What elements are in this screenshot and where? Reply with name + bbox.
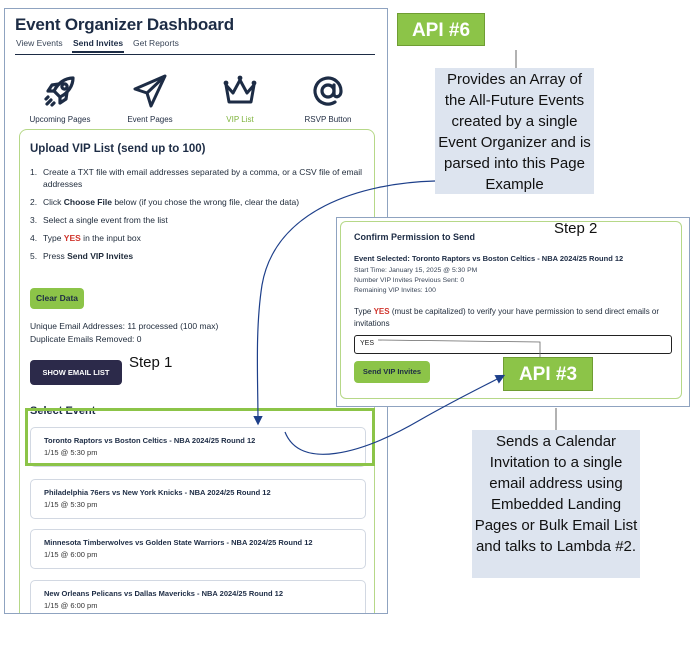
confirm-instruction [354,306,676,330]
step-number: 1. [30,167,38,177]
nav-label: Event Pages [127,115,173,124]
start-time-text: Start Time: January 15, 2025 @ 5:30 PM [354,267,478,274]
step-item [30,214,366,226]
yes-confirmation-input[interactable]: YES [354,335,672,354]
paper-plane-icon [130,71,170,111]
dashboard-panel [4,8,388,614]
nav-label: VIP List [226,115,254,124]
nav-label: Upcoming Pages [29,115,91,124]
api3-description: Sends a Calendar Invitation to a single email address using Embedded Landing Pages or Bulk Email List and talks to Lambda #2. [472,430,640,578]
email-stats [30,320,218,346]
previous-sent-text: Number VIP Invites Previous Sent: 0 [354,277,465,284]
clear-data-button[interactable]: Clear Data [30,288,84,309]
event-card-philadelphia-newyork[interactable] [30,479,366,519]
rocket-icon [40,71,80,111]
yes-highlight: YES [63,233,81,243]
event-card-minnesota-goldenstate[interactable] [30,529,366,569]
step-text-bold: Send VIP Invites [67,251,134,261]
step-text: Press [43,251,68,261]
instruction-steps [30,166,366,268]
api6-label: API #6 [397,13,485,46]
tab-get-reports[interactable]: Get Reports [133,38,179,48]
api3-label: API #3 [503,357,593,391]
page-title: Event Organizer Dashboard [15,15,234,34]
duplicates-text: Duplicate Emails Removed: 0 [30,334,142,344]
step-text: Select a single event from the list [43,215,168,225]
event-name: Philadelphia 76ers vs New York Knicks - NBA 2024/25 Round 12 [44,488,271,497]
upload-vip-card [19,129,375,614]
instruction-text: Type [354,307,374,316]
nav-vip-list[interactable] [195,71,285,124]
unique-emails-text: Unique Email Addresses: 11 processed (100 max) [30,321,219,331]
tab-bar [15,38,375,55]
step-text: Type [43,233,64,243]
select-event-title: Select Event [30,405,96,417]
show-email-list-button[interactable]: SHOW EMAIL LIST [30,360,122,385]
event-card-neworleans-dallas[interactable] [30,580,366,614]
at-sign-icon [308,71,348,111]
step-number: 3. [30,215,38,225]
crown-icon [220,71,260,111]
event-time: 1/15 @ 5:30 pm [44,448,98,457]
tab-view-events[interactable]: View Events [16,38,63,48]
event-time: 1/15 @ 6:00 pm [44,550,98,559]
step-item [30,196,366,208]
api6-description: Provides an Array of the All-Future Events created by a single Event Organizer and is parsed into this Page Example [435,68,594,194]
step-item [30,250,366,262]
step-number: 5. [30,251,38,261]
event-time: 1/15 @ 6:00 pm [44,601,98,610]
nav-event-pages[interactable] [105,71,195,124]
event-name: Minnesota Timberwolves vs Golden State Warriors - NBA 2024/25 Round 12 [44,538,313,547]
nav-rsvp-button[interactable] [283,71,373,124]
step-text: below (if you chose the wrong file, clear the data) [111,197,300,207]
remaining-invites-text: Remaining VIP Invites: 100 [354,287,436,294]
step-text: in the input box [80,233,141,243]
event-name: New Orleans Pelicans vs Dallas Mavericks - NBA 2024/25 Round 12 [44,589,284,598]
yes-highlight: YES [373,307,390,316]
tab-send-invites[interactable]: Send Invites [72,38,124,53]
instruction-text: (must be capitalized) to verify your have permission to send direct emails or invitations [354,307,660,328]
step-number: 4. [30,233,38,243]
upload-title: Upload VIP List (send up to 100) [30,143,206,155]
nav-upcoming-pages[interactable] [15,71,105,124]
step2-label: Step 2 [554,220,598,237]
selected-event-highlight [25,408,375,466]
event-time: 1/15 @ 5:30 pm [44,500,98,509]
confirm-title: Confirm Permission to Send [354,232,476,242]
step-item [30,232,366,244]
step-number: 2. [30,197,38,207]
event-name: Toronto Raptors vs Boston Celtics - NBA 2024/25 Round 12 [44,436,256,445]
step-item [30,166,366,190]
nav-label: RSVP Button [304,115,352,124]
event-meta [354,266,477,296]
send-vip-invites-button[interactable]: Send VIP Invites [354,361,430,383]
step-text: Click [43,197,64,207]
event-selected-text: Event Selected: Toronto Raptors vs Boston Celtics - NBA 2024/25 Round 12 [354,254,624,263]
step1-label: Step 1 [129,354,173,371]
step-text: Create a TXT file with email addresses separated by a comma, or a CSV file of email addresses [43,167,363,189]
step-text-bold: Choose File [63,197,112,207]
